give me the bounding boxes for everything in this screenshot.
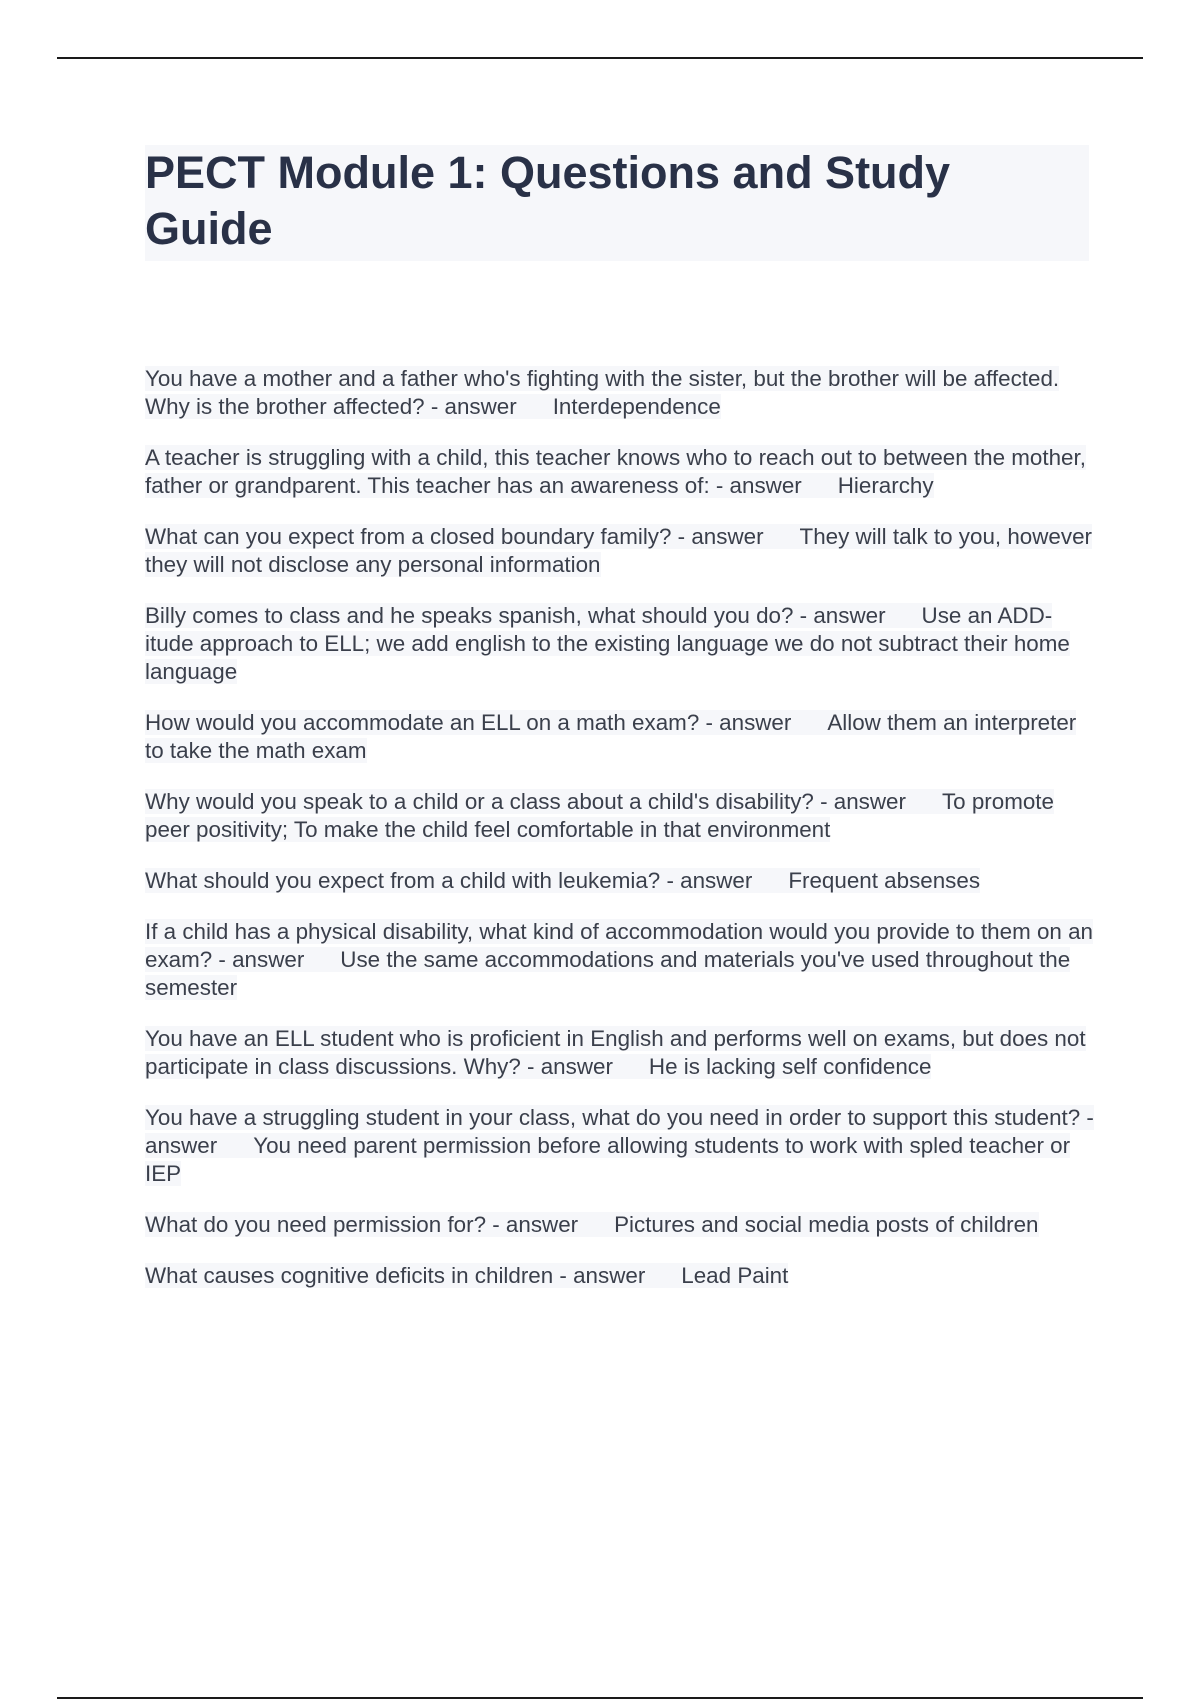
qa-list [145,365,1095,1313]
answer-text: Use the same accommodations and materials you've used throughout the semester [145,947,1071,1000]
title-block [145,145,1089,261]
qa-item [145,918,1095,1002]
answer-text: Use an ADD-itude approach to ELL; we add english to the existing language we do not subtract their home language [145,603,1070,684]
qa-item [145,444,1095,500]
question-text: What should you expect from a child with leukemia? - answer [145,868,753,893]
qa-item [145,867,1095,895]
question-text: What can you expect from a closed boundary family? - answer [145,524,764,549]
document-title: PECT Module 1: Questions and Study Guide [145,147,951,254]
qa-item [145,709,1095,765]
answer-text: Frequent absenses [788,868,981,893]
question-text: What do you need permission for? - answer [145,1212,579,1237]
question-text: What causes cognitive deficits in children - answer [145,1263,646,1288]
answer-text: You need parent permission before allowing students to work with spled teacher or IEP [145,1133,1071,1186]
question-text: Billy comes to class and he speaks spanish, what should you do? - answer [145,603,886,628]
top-rule [57,57,1143,59]
qa-item [145,1262,1095,1290]
qa-item [145,365,1095,421]
question-text: You have a mother and a father who's fighting with the sister, but the brother will be affected. Why is the brother affected? - answer [145,366,1060,419]
answer-text: He is lacking self confidence [648,1054,932,1079]
answer-text: Hierarchy [837,473,934,498]
question-text: If a child has a physical disability, what kind of accommodation would you provide to them on an exam? - answer [145,919,1093,972]
answer-text: To promote peer positivity; To make the child feel comfortable in that environment [145,789,1054,842]
answer-text: Interdependence [552,394,721,419]
answer-text: Pictures and social media posts of children [614,1212,1039,1237]
answer-text: Allow them an interpreter to take the math exam [145,710,1077,763]
question-text: Why would you speak to a child or a class about a child's disability? - answer [145,789,906,814]
qa-item [145,1211,1095,1239]
qa-item [145,1025,1095,1081]
question-text: A teacher is struggling with a child, this teacher knows who to reach out to between the mother, father or grandparent. This teacher has an awareness of: - answer [145,445,1086,498]
question-text: You have an ELL student who is proficient in English and performs well on exams, but does not participate in class discussions. Why? - answer [145,1026,1086,1079]
answer-text: They will talk to you, however they will not disclose any personal information [145,524,1092,577]
qa-item [145,1104,1095,1188]
question-text: How would you accommodate an ELL on a math exam? - answer [145,710,792,735]
question-text: You have a struggling student in your class, what do you need in order to support this student? - answer [145,1105,1094,1158]
answer-text: Lead Paint [681,1263,789,1288]
bottom-rule [57,1697,1143,1699]
qa-item [145,602,1095,686]
qa-item [145,523,1095,579]
qa-item [145,788,1095,844]
